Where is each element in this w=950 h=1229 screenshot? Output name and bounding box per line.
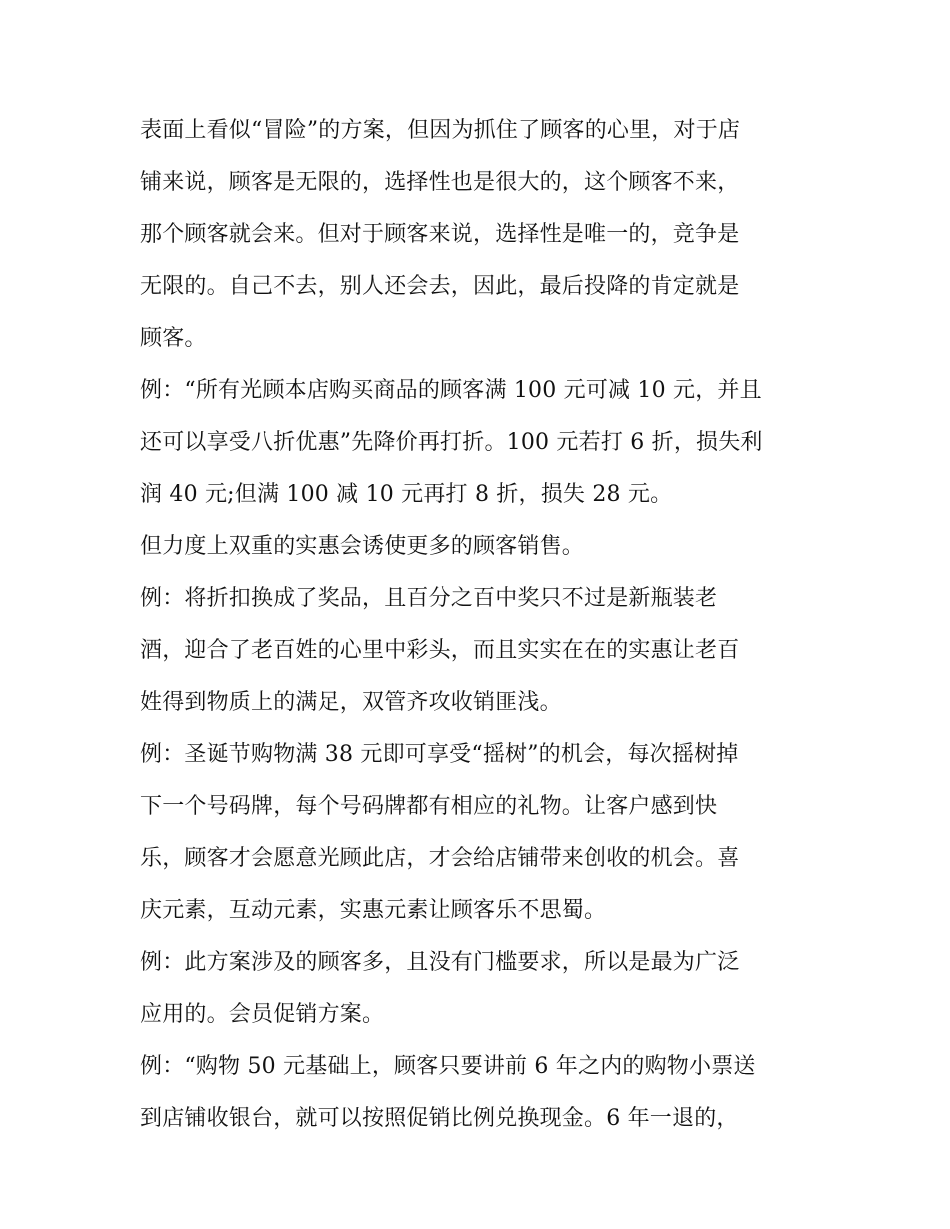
text-line: 应用的。会员促销方案。: [140, 1002, 385, 1027]
text-line: 例：“所有光顾本店购买商品的顾客满 100 元可减 10 元，并且: [140, 378, 762, 403]
text-line: 例：“购物 50 元基础上，顾客只要讲前 6 年之内的购物小票送: [140, 1054, 756, 1079]
text-line: 例：此方案涉及的顾客多，且没有门槛要求，所以是最为广泛: [140, 950, 740, 975]
text-line: 那个顾客就会来。但对于顾客来说，选择性是唯一的，竞争是: [140, 222, 740, 247]
body-text: [140, 105, 820, 1145]
text-line: 还可以享受八折优惠”先降价再打折。100 元若打 6 折，损失利: [140, 430, 763, 455]
text-line: 无限的。自己不去，别人还会去，因此，最后投降的肯定就是: [140, 274, 740, 299]
text-line: 姓得到物质上的满足，双管齐攻收销匪浅。: [140, 690, 562, 715]
text-line: 乐，顾客才会愿意光顾此店，才会给店铺带来创收的机会。喜: [140, 846, 740, 871]
text-line: 润 40 元;但满 100 减 10 元再打 8 折，损失 28 元。: [140, 482, 673, 507]
text-line: 下一个号码牌，每个号码牌都有相应的礼物。让客户感到快: [140, 794, 718, 819]
text-line: 铺来说，顾客是无限的，选择性也是很大的，这个顾客不来，: [140, 170, 740, 195]
text-line: 到店铺收银台，就可以按照促销比例兑换现金。6 年一退的，: [140, 1106, 739, 1131]
text-line: 例：圣诞节购物满 38 元即可享受“摇树”的机会，每次摇树掉: [140, 742, 739, 767]
text-line: 表面上看似“冒险”的方案，但因为抓住了顾客的心里，对于店: [140, 118, 741, 143]
text-line: 酒，迎合了老百姓的心里中彩头，而且实实在在的实惠让老百: [140, 638, 740, 663]
text-line: 例：将折扣换成了奖品，且百分之百中奖只不过是新瓶装老: [140, 586, 718, 611]
text-line: 庆元素，互动元素，实惠元素让顾客乐不思蜀。: [140, 898, 607, 923]
text-line: 但力度上双重的实惠会诱使更多的顾客销售。: [140, 534, 585, 559]
text-line: 顾客。: [140, 326, 207, 351]
